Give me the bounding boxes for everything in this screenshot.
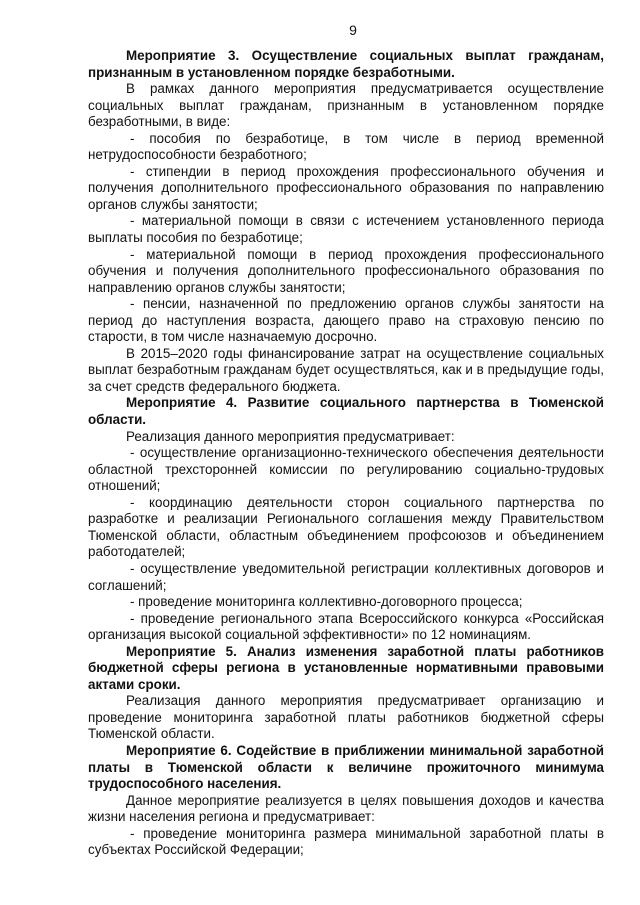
list-item: - проведение регионального этапа Всероссийского конкурса «Российская организация высокой социальной эффективности» по 12 номинациям.	[88, 610, 604, 643]
list-item: - материальной помощи в связи с истечением установленного периода выплаты пособия по безработице;	[88, 213, 604, 246]
list-item: - осуществление уведомительной регистрации коллективных договоров и соглашений;	[88, 560, 604, 593]
list-item: - координацию деятельности сторон социального партнерства по разработке и реализации Регионального соглашения между Правительством Тюменской области, областным объединением профсоюзов и объединением работодателей;	[88, 494, 604, 560]
document-body	[88, 48, 604, 859]
list-item: - проведение мониторинга коллективно-договорного процесса;	[130, 594, 523, 610]
body-paragraph: Реализация данного мероприятия предусматривает организацию и проведение мониторинга заработной платы работников бюджетной сферы Тюменской области.	[88, 693, 604, 742]
body-paragraph: В 2015–2020 годы финансирование затрат на осуществление социальных выплат безработным гражданам будет осуществляться, как и в предыдущие годы, за счет средств федерального бюджета.	[88, 345, 604, 394]
list-item: - осуществление организационно-технического обеспечения деятельности областной трехсторонней комиссии по регулированию социально-трудовых отношений;	[88, 445, 604, 494]
page-number: 9	[349, 22, 357, 38]
list-item: - стипендии в период прохождения профессионального обучения и получения дополнительного профессионального образования по направлению органов службы занятости;	[88, 163, 604, 212]
section-heading: Мероприятие 3. Осуществление социальных выплат гражданам, признанным в установленном порядке безработными.	[88, 48, 604, 80]
list-item: - материальной помощи в период прохождения профессионального обучения и получения дополнительного профессионального образования по направлению органов службы занятости;	[88, 246, 604, 295]
body-paragraph: В рамках данного мероприятия предусматривается осуществление социальных выплат гражданам, признанным в установленном порядке безработными, в виде:	[88, 81, 604, 130]
list-item: - проведение мониторинга размера минимальной заработной платы в субъектах Российской Федерации;	[88, 825, 604, 858]
body-paragraph: Данное мероприятие реализуется в целях повышения доходов и качества жизни населения региона и предусматривает:	[88, 792, 604, 825]
section-heading: Мероприятие 6. Содействие в приближении минимальной заработной платы в Тюменской области к величине прожиточного минимума трудоспособного населения.	[88, 742, 604, 792]
section-heading: Мероприятие 4. Развитие социального партнерства в Тюменской области.	[88, 395, 604, 428]
section-heading: Мероприятие 5. Анализ изменения заработной платы работников бюджетной сферы региона в установленные нормативными правовыми актами сроки.	[88, 643, 604, 692]
list-item: - пенсии, назначенной по предложению органов службы занятости на период до наступления возраста, дающего право на страховую пенсию по старости, в том числе назначаемую досрочно.	[88, 296, 604, 345]
list-item: - пособия по безработице, в том числе в период временной нетрудоспособности безработного;	[88, 130, 604, 163]
body-paragraph: Реализация данного мероприятия предусматривает:	[126, 428, 455, 444]
